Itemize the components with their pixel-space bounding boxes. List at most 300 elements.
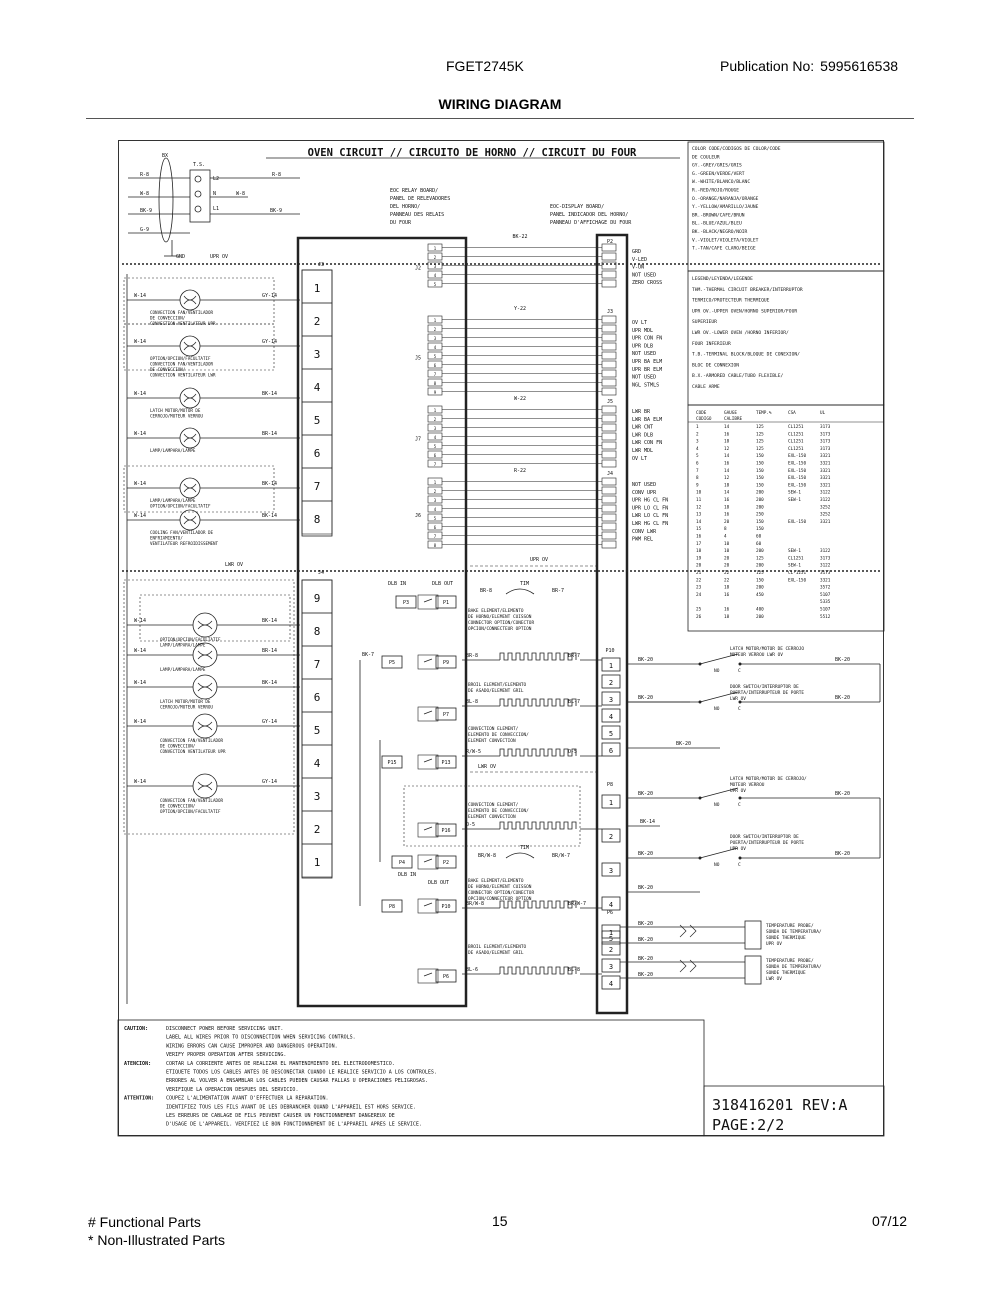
legend-entry: UPR OV.-UPPER OVEN/HORNO SUPERIOR/FOUR xyxy=(692,309,798,315)
signal-j4: CONV LWR xyxy=(632,528,657,535)
j4-pin: 6 xyxy=(313,691,321,704)
caution-text: WIRING ERRORS CAN CAUSE IMPROPER AND DANGEROUS OPERATION. xyxy=(166,1043,338,1050)
wire-label: BR-8 xyxy=(480,588,493,594)
caution-text: LES ERREURS DE CABLAGE DE FILS PEUVENT CAUSER UN FONCTIONNEMENT DANGEREUX DE xyxy=(166,1113,395,1119)
probe-label: SONDA DE TEMPERATURA/ xyxy=(766,930,822,935)
broil-element-lower xyxy=(500,967,576,974)
gauge-cell: EXL-150 xyxy=(788,476,807,482)
element-wire-label: O-5 xyxy=(568,749,578,755)
component-coil xyxy=(184,434,196,442)
signal-j3: NGL STMLS xyxy=(632,382,660,389)
relay-switch xyxy=(424,859,432,862)
element-wire-label: BL-8 xyxy=(568,967,581,973)
wire-label: BK-20 xyxy=(638,885,654,891)
publication-number: 5995616538 xyxy=(820,58,899,74)
caution-key: ATENCION: xyxy=(124,1060,152,1067)
component-label: LAMP/LAMPARA/LAMPE xyxy=(150,448,196,453)
caution-key: CAUTION: xyxy=(124,1026,149,1032)
signal-j3: OV LT xyxy=(632,320,648,326)
wire-label: BK-14 xyxy=(640,819,656,825)
harness-pin-number: 9 xyxy=(433,390,437,395)
display-connector-label: P2 xyxy=(606,239,614,245)
harness-pin-number: 4 xyxy=(433,507,437,512)
display-pin xyxy=(602,487,616,494)
jumper-label: J5 xyxy=(415,355,422,362)
switch-contact xyxy=(699,797,702,800)
signal-j4: NOT USED xyxy=(632,482,657,488)
gauge-cell: 4 xyxy=(724,534,727,540)
color-code-entry: R.-RED/ROJO/ROUGE xyxy=(692,188,740,194)
probe-label: SONDE THERMIQUE xyxy=(766,936,806,941)
relay-switch xyxy=(424,711,432,714)
probe-label: SONDA DE TEMPERATURA/ xyxy=(766,965,822,970)
gauge-cell: 20 xyxy=(724,563,730,569)
p6-pin-number: 2 xyxy=(608,946,614,954)
harness-pin-number: 6 xyxy=(433,525,437,530)
j3-connector xyxy=(302,270,332,536)
jumper-label: J2 xyxy=(415,265,422,272)
legend-entry: TERMICO/PROTECTEUR THERMIQUE xyxy=(692,298,770,304)
display-pin xyxy=(602,379,616,386)
wire-label: BR-7 xyxy=(552,588,565,594)
relay-contact xyxy=(418,899,438,913)
display-pin xyxy=(602,262,616,269)
wire-label: W-14 xyxy=(134,339,147,345)
gauge-cell: 5512 xyxy=(820,614,831,620)
color-code-entry: T.-TAN/CAFE CLARO/BEIGE xyxy=(692,246,756,252)
gauge-cell: 12 xyxy=(724,446,730,452)
p10-pin-number: 1 xyxy=(608,662,614,670)
gauge-cell: EXL-150 xyxy=(788,468,807,474)
relay-label: P2 xyxy=(442,860,450,866)
color-code-entry: V.-VIOLET/VIOLETA/VIOLET xyxy=(692,238,759,244)
gauge-cell: 3122 xyxy=(820,563,831,569)
switch-label: LATCH MOTOR/MOTOR DE CERROJO xyxy=(730,647,805,652)
relay-label: P6 xyxy=(442,974,450,980)
feed-wire-label: G-9 xyxy=(140,227,150,233)
component-label: OPTION/OPCION/FACULTATIF xyxy=(160,637,221,642)
relay-board xyxy=(298,238,466,1006)
harness-pin-number: 5 xyxy=(433,354,437,359)
relay-board-label: PANEL DE RELEVADORES xyxy=(390,196,451,202)
signal-j5: LWR BR xyxy=(632,409,651,415)
gauge-cell: 150 xyxy=(756,527,764,533)
legend-entry: B.X.-ARMORED CABLE/TUBO FLEXIBLE/ xyxy=(692,374,784,380)
p10-pin-number: 6 xyxy=(608,747,614,755)
gauge-cell: 3321 xyxy=(820,454,831,460)
j3-pin: 2 xyxy=(313,315,321,328)
signal-j3: UPR MDL xyxy=(632,327,654,334)
switch-contact xyxy=(699,663,702,666)
armored-cable xyxy=(159,158,173,242)
legend-entry: BLOC DE CONNEXION xyxy=(692,363,740,369)
section-upper-label: UPR OV xyxy=(210,254,229,260)
harness-pin-number: 7 xyxy=(433,462,437,467)
relay-note: DLB OUT xyxy=(428,880,450,886)
harness-label: R-22 xyxy=(513,468,527,474)
component-label: LATCH MOTOR/MOTOR DE xyxy=(160,699,211,704)
display-pin xyxy=(602,316,616,323)
wire-label: BK-20 xyxy=(835,851,851,857)
wire-label: W-14 xyxy=(134,618,147,624)
signal-j4: UPR HG CL FN xyxy=(632,497,669,504)
convection-element-upper xyxy=(500,749,576,756)
gauge-header: CODE xyxy=(696,411,707,416)
thermal-breaker xyxy=(506,589,534,594)
component-label: CONVECTION FAN/VENTILADOR xyxy=(160,798,224,803)
gauge-cell: 3321 xyxy=(820,483,831,489)
gauge-header: CODIGO xyxy=(696,417,712,422)
element-label: DE ASADO/ELEMENT GRIL xyxy=(468,951,524,956)
gauge-cell: 125 xyxy=(756,571,764,576)
element-wire-label: BR/W-8 xyxy=(466,901,485,907)
gauge-cell: 125 xyxy=(756,432,764,438)
wire-label: W-14 xyxy=(134,513,147,519)
gauge-cell: 200 xyxy=(756,585,764,591)
gauge-cell: 5335 xyxy=(820,600,831,606)
j4-pin: 9 xyxy=(313,592,321,605)
switch-c: C xyxy=(738,707,741,712)
j3-pin: 7 xyxy=(313,480,321,493)
wire-label: BK-14 xyxy=(262,618,278,624)
display-connector-label: J3 xyxy=(606,309,614,315)
gauge-cell: 22 xyxy=(724,578,730,584)
harness-pin-number: 4 xyxy=(433,435,437,440)
gauge-cell: 24 xyxy=(696,592,702,598)
gauge-header: CALIBRE xyxy=(724,417,743,422)
caution-text: ERRORES AL VOLVER A ENSAMBLAR LOS CABLES PUEDEN CAUSAR FALLAS U OPERACIONES PELIGROSAS. xyxy=(166,1078,428,1085)
component-coil xyxy=(184,342,196,350)
switch-contact xyxy=(739,797,742,800)
j4-pin: 2 xyxy=(313,823,321,836)
signal-j4: LWR HG CL FN xyxy=(632,521,669,527)
gauge-cell: CL1251 xyxy=(788,425,804,430)
wire-label: BK-20 xyxy=(638,956,654,962)
gauge-cell: 3 xyxy=(696,439,699,445)
caution-text: DISCONNECT POWER BEFORE SERVICING UNIT. xyxy=(166,1026,284,1032)
relay-label: P5 xyxy=(388,660,396,666)
feed-wire-label: BK-9 xyxy=(140,208,153,214)
signal-p2: NOT USED xyxy=(632,272,657,279)
harness-pin-number: 3 xyxy=(433,264,437,269)
page-title: WIRING DIAGRAM xyxy=(438,96,562,112)
jumper-label: J6 xyxy=(415,513,422,519)
wire-label: BK-20 xyxy=(638,972,654,978)
wire-label: GY-14 xyxy=(262,339,278,345)
relay-label: P13 xyxy=(441,760,451,766)
harness-pin-number: 3 xyxy=(433,336,437,341)
j3-pin: 6 xyxy=(313,447,321,460)
signal-j4: CONV UPR xyxy=(632,489,657,496)
gauge-cell: 6 xyxy=(696,461,699,467)
gauge-cell: 11 xyxy=(696,498,702,503)
signal-j3: UPR BA ELM xyxy=(632,359,663,365)
relay-switch xyxy=(424,973,432,976)
component-coil xyxy=(184,296,196,304)
gauge-cell: 200 xyxy=(756,490,764,496)
display-connector-label: P8 xyxy=(606,782,614,788)
signal-j3: NOT USED xyxy=(632,351,657,358)
display-pin xyxy=(602,343,616,350)
relay-label: P1 xyxy=(442,600,450,606)
color-code-entry: W.-WHITE/BLANCO/BLANC xyxy=(692,180,751,186)
switch-no: NO xyxy=(714,669,720,674)
gauge-table xyxy=(688,405,884,631)
harness-pin-number: 1 xyxy=(433,318,437,323)
gauge-header: CSA xyxy=(788,411,796,416)
component-label: CONVECTION FAN/VENTILADOR xyxy=(160,738,224,743)
component-label: DE CONVECCION/ xyxy=(150,315,186,321)
thermal-label: TIM xyxy=(520,845,530,851)
gauge-cell: 18 xyxy=(724,483,730,489)
switch-contact xyxy=(699,857,702,860)
gauge-cell: 14 xyxy=(724,468,730,474)
gauge-cell: 26 xyxy=(696,614,702,620)
component-label: ENFRIAMIENTO/ xyxy=(150,535,183,541)
probe-lower xyxy=(745,956,761,984)
gauge-cell: 2 xyxy=(696,432,699,438)
caution-text: COUPEZ L'ALIMENTATION AVANT D'EFFECTUER LA REPARATION. xyxy=(166,1095,329,1102)
legend-entry: FOUR INFERIEUR xyxy=(692,341,731,347)
display-pin xyxy=(602,271,616,278)
gauge-cell: 22 xyxy=(696,578,702,584)
relay-label: P9 xyxy=(442,660,450,666)
gauge-cell: 16 xyxy=(724,498,730,503)
relay-note: DLB IN xyxy=(398,872,417,878)
legend-entry: T.B.-TERMINAL BLOCK/BLOQUE DE CONEXION/ xyxy=(692,352,800,358)
display-pin xyxy=(602,451,616,458)
component-label: CERROJO/MOTEUR VERROU xyxy=(150,413,203,419)
color-code-entry: BL.-BLUE/AZUL/BLEU xyxy=(692,221,742,227)
element-wire-label: BL-7 xyxy=(568,699,581,705)
gauge-cell: 12 xyxy=(724,476,730,482)
gauge-cell: 3321 xyxy=(820,461,831,467)
gauge-cell: 8 xyxy=(724,527,727,533)
p10-pin-number: 4 xyxy=(608,713,614,721)
color-code-entry: Y.-YELLOW/AMARILLO/JAUNE xyxy=(692,205,759,211)
wire-label: BK-9 xyxy=(270,208,283,214)
gauge-cell: SEW-1 xyxy=(788,563,801,569)
switch-label: PUERTA/INTERRUPTEUR DE PORTE xyxy=(730,841,805,846)
component-label: CERROJO/MOTEUR VERROU xyxy=(160,704,213,710)
wire-label: W-8 xyxy=(236,191,246,197)
probe-upper xyxy=(745,921,761,949)
wire-label: GY-14 xyxy=(262,779,278,785)
wire-label: BK-20 xyxy=(676,741,692,747)
component-coil xyxy=(184,484,196,492)
relay-label: P7 xyxy=(442,712,450,718)
wire-label: W-14 xyxy=(134,648,147,654)
gauge-cell: 16 xyxy=(724,607,730,613)
element-label: OPCION/CONNECTEUR OPTION xyxy=(468,897,532,902)
component-label: DE CONVECCION/ xyxy=(160,803,196,809)
signal-j4: LWR LO CL FN xyxy=(632,513,669,520)
gauge-cell: 16 xyxy=(724,432,730,438)
gauge-cell: 125 xyxy=(756,439,764,445)
display-board-label: PANEL INDICADOR DEL HORNO/ xyxy=(550,212,629,218)
color-code-entry: GY.-GREY/GRIS/GRIS xyxy=(692,163,742,169)
signal-j5: LWR MDL xyxy=(632,448,654,454)
component-label: OPTION/OPCION/FACULTATIF xyxy=(150,356,211,361)
harness-pin-number: 5 xyxy=(433,444,437,449)
component-label: LATCH MOTOR/MOTOR DE xyxy=(150,408,201,413)
gauge-cell: 200 xyxy=(756,498,764,503)
color-code-entry: DE COULEUR xyxy=(692,155,720,161)
display-pin xyxy=(602,496,616,503)
relay-note: DLB IN xyxy=(388,581,407,587)
component-label: CONVECTION FAN/VENTILADOR xyxy=(150,361,214,367)
switch-contact xyxy=(739,857,742,860)
p6-pin-number: 4 xyxy=(608,980,614,988)
switch-label: PUERTA/INTERRUPTEUR DE PORTE xyxy=(730,691,805,696)
gauge-cell: 3173 xyxy=(820,439,831,445)
legend-entry: CABLE ARME xyxy=(692,385,720,390)
element-label: CONVECTION ELEMENT/ xyxy=(468,803,519,808)
signal-j3: UPR CON FN xyxy=(632,335,663,342)
harness-pin-number: 2 xyxy=(433,489,437,494)
gauge-cell: 16 xyxy=(696,534,702,540)
legend-entry: THM.-THERMAL CIRCUIT BREAKER/INTERRUPTOR xyxy=(692,287,803,293)
gauge-cell: 150 xyxy=(756,519,764,525)
signal-j3: UPR DLB xyxy=(632,343,654,350)
gauge-cell: CL1251 xyxy=(788,556,804,562)
relay-switch xyxy=(424,827,432,830)
relay-board-label: EOC RELAY BOARD/ xyxy=(390,188,439,194)
harness-label: W-22 xyxy=(513,396,527,402)
gauge-cell: 14 xyxy=(696,519,702,525)
relay-board-label: DU FOUR xyxy=(390,220,412,226)
display-pin xyxy=(602,361,616,368)
relay-contact xyxy=(418,755,438,769)
wire-label: W-14 xyxy=(134,680,147,686)
gauge-cell: 7 xyxy=(696,468,699,474)
caution-text: D'USAGE DE L'APPAREIL. VERIFIEZ LE BON FONCTIONNEMENT DE L'APPAREIL APRES LE SERVICE. xyxy=(166,1121,422,1128)
gauge-cell: 15 xyxy=(696,527,702,533)
gauge-cell: 10 xyxy=(724,541,730,547)
j3-pin: 1 xyxy=(313,282,321,295)
relay-label: P4 xyxy=(398,860,406,866)
gauge-cell: 3321 xyxy=(820,476,831,482)
gauge-cell: 4 xyxy=(696,446,699,452)
element-label: BROIL ELEMENT/ELEMENTO xyxy=(468,945,527,950)
gauge-cell: 5 xyxy=(696,454,699,460)
legend-entry: LWR OV.-LOWER OVEN /HORNO INFERIOR/ xyxy=(692,331,789,336)
gauge-cell: 3321 xyxy=(820,519,831,525)
relay-contact xyxy=(418,969,438,983)
gauge-cell: 18 xyxy=(724,614,730,620)
element-label: DE HORNO/ELEMENT CUISSON xyxy=(468,885,532,890)
wire-label: BK-14 xyxy=(262,513,278,519)
display-pin xyxy=(602,370,616,377)
harness-pin-number: 1 xyxy=(433,408,437,413)
wire-label: BK-20 xyxy=(638,937,654,943)
color-code-entry: BK.-BLACK/NEGRO/NOIR xyxy=(692,230,748,235)
element-wire-label: O-5 xyxy=(466,822,476,828)
element-label: BAKE ELEMENT/ELEMENTO xyxy=(468,609,524,614)
circuit-title: OVEN CIRCUIT // CIRCUITO DE HORNO // CIRCUIT DU FOUR xyxy=(307,147,637,159)
gauge-cell: EXL-150 xyxy=(788,454,807,460)
component-coil xyxy=(198,782,212,790)
gauge-cell: 200 xyxy=(756,505,764,511)
component-coil xyxy=(184,394,196,402)
display-pin xyxy=(602,460,616,467)
gauge-cell: CL1251 xyxy=(788,439,804,445)
p8-pin-number: 4 xyxy=(608,901,614,909)
component-label: COOLING FAN/VENTILADOR DE xyxy=(150,530,214,535)
component-label: LAMP/LAMPARA/LAMPE xyxy=(150,498,196,503)
caution-text: IDENTIFIEZ TOUS LES FILS AVANT DE LES DEBRANCHER QUAND L'APPAREIL EST HORS SERVICE. xyxy=(166,1104,416,1111)
p6-pin-number: 1 xyxy=(608,929,614,937)
relay-note: DLB OUT xyxy=(432,581,454,587)
signal-j4: UPR LO CL FN xyxy=(632,505,669,512)
gauge-cell: 22 xyxy=(724,571,730,576)
p8-pin-number: 2 xyxy=(608,833,614,841)
component-label: CONVECTION VENTILATEUR UPR xyxy=(160,749,226,754)
relay-switch xyxy=(424,659,432,662)
component-coil xyxy=(198,651,212,659)
display-pin xyxy=(602,280,616,287)
gauge-cell: 5107 xyxy=(820,607,831,613)
legend-entry: LEGEND/LEYENDA/LEGENDE xyxy=(692,277,753,282)
j4-pin: 3 xyxy=(313,790,321,803)
part-number: 318416201 REV:A xyxy=(712,1096,848,1114)
display-pin xyxy=(602,532,616,539)
relay-board-label: DEL HORNO/ xyxy=(390,204,421,210)
gauge-cell: 14 xyxy=(724,490,730,496)
switch-no: NO xyxy=(714,803,720,808)
caution-text: CORTAR LA CORRIENTE ANTES DE REALIZAR EL MANTENIMIENTO DEL ELECTRODOMESTICO. xyxy=(166,1060,395,1067)
display-pin xyxy=(602,505,616,512)
harness-pin-number: 8 xyxy=(433,543,437,548)
harness-pin-number: 7 xyxy=(433,372,437,377)
harness-pin-number: 3 xyxy=(433,426,437,431)
gauge-cell: 150 xyxy=(756,578,764,584)
gauge-cell: 12 xyxy=(696,505,702,511)
gauge-cell: 3252 xyxy=(820,512,831,518)
wire-label: GY-14 xyxy=(262,293,278,299)
broil-element-upper xyxy=(500,699,576,706)
signal-j3: NOT USED xyxy=(632,374,657,381)
signal-j5: LWR BA ELM xyxy=(632,416,663,423)
j4-pin: 5 xyxy=(313,724,321,737)
gauge-cell: 200 xyxy=(756,614,764,620)
harness-pin-number: 4 xyxy=(433,345,437,350)
wire-label: BR-14 xyxy=(262,431,278,437)
wire-label: W-14 xyxy=(134,779,147,785)
gauge-cell: 20 xyxy=(724,519,730,525)
bake-element-lower xyxy=(500,901,576,908)
j3-label: J3 xyxy=(318,262,325,268)
switch-c: C xyxy=(738,803,741,808)
color-code-entry: O.-ORANGE/NARANJA/ORANGE xyxy=(692,196,759,202)
gauge-cell: 20 xyxy=(696,563,702,569)
display-pin xyxy=(602,325,616,332)
wire-label: R-8 xyxy=(272,172,282,178)
probe-label: TEMPERATURE PROBE/ xyxy=(766,959,814,964)
gauge-cell: 150 xyxy=(756,483,764,489)
p8-pin-number: 5 xyxy=(608,935,614,943)
element-label: CONVECTION ELEMENT/ xyxy=(468,727,519,732)
element-wire-label: BR-8 xyxy=(466,653,479,659)
wire-label: BK-20 xyxy=(638,657,654,663)
gauge-cell: 3122 xyxy=(820,498,831,503)
non-illustrated-note: * Non-Illustrated Parts xyxy=(88,1232,225,1248)
gauge-cell: 16 xyxy=(724,592,730,598)
gauge-cell: 3321 xyxy=(820,468,831,474)
wire-label: W-14 xyxy=(134,391,147,397)
gauge-cell: EXL-150 xyxy=(788,519,807,525)
element-label: ELEMENT CONVECTION xyxy=(468,815,516,820)
